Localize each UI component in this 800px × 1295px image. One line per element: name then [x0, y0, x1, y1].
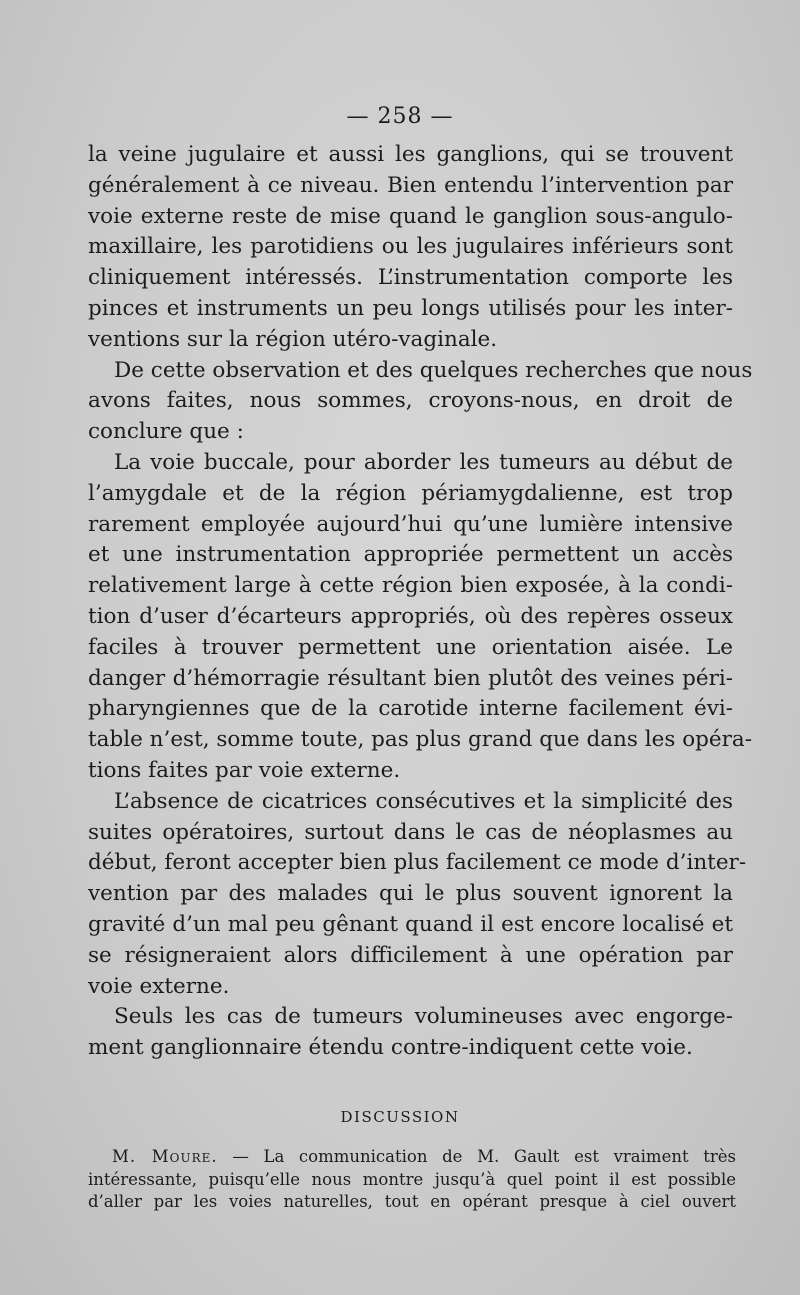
text-line: conclure que : [88, 419, 244, 445]
text-line: avons faites, nous sommes, croyons-nous, en droit de [88, 388, 733, 414]
discussion-text [88, 1146, 736, 1214]
text-line: la veine jugulaire et aussi les ganglions, qui se trouvent [88, 142, 733, 167]
text-line: maxillaire, les parotidiens ou les jugulaires inférieurs sont [88, 234, 733, 260]
text-line: l’amygdale et de la région périamygdalienne, est trop [88, 480, 733, 506]
text-line: pinces et instruments un peu longs utilisés pour les inter- [88, 295, 733, 321]
text-line: tion d’user d’écarteurs appropriés, où des repères osseux [88, 603, 733, 629]
text-line: danger d’hémorragie résultant bien plutôt des veines péri- [88, 665, 733, 691]
text-line: pharyngiennes que de la carotide interne facilement évi- [88, 696, 733, 722]
text-line: relativement large à cette région bien exposée, à la condi- [88, 573, 733, 599]
page-number: — 258 — [346, 104, 454, 129]
text-line: se résigneraient alors difficilement à une opération par [88, 942, 733, 968]
speaker-name: M. Moure. [112, 1147, 218, 1166]
discussion-heading: DISCUSSION [340, 1108, 460, 1126]
discussion-line: d’aller par les voies naturelles, tout en opérant presque à ciel ouvert [88, 1192, 736, 1211]
text-line: voie externe. [88, 973, 230, 999]
text-line: Seuls les cas de tumeurs volumineuses avec engorge- [114, 1004, 733, 1030]
text-line: début, feront accepter bien plus facilement ce mode d’inter- [88, 850, 747, 876]
discussion-line: intéressante, puisqu’elle nous montre jusqu’à quel point il est possible [88, 1169, 736, 1189]
text-line: ventions sur la région utéro-vaginale. [88, 326, 498, 352]
text-line: ment ganglionnaire étendu contre-indiquent cette voie. [88, 1035, 693, 1061]
body-text [88, 140, 753, 1064]
text-line: table n’est, somme toute, pas plus grand que dans les opéra- [88, 727, 753, 753]
text-line: L’absence de cicatrices consécutives et la simplicité des [114, 788, 733, 814]
discussion-first-line: — La communication de M. Gault est vraiment très [217, 1147, 736, 1166]
text-line: généralement à ce niveau. Bien entendu l’intervention par [88, 172, 733, 198]
text-line: suites opératoires, surtout dans le cas de néoplasmes au [88, 819, 733, 845]
text-line: gravité d’un mal peu gênant quand il est encore localisé et [88, 911, 733, 937]
text-line: De cette observation et des quelques recherches que nous [114, 357, 753, 383]
discussion-line [88, 1146, 736, 1169]
text-line: et une instrumentation appropriée permettent un accès [88, 542, 733, 568]
text-line: faciles à trouver permettent une orientation aisée. Le [88, 634, 733, 660]
text-line: voie externe reste de mise quand le ganglion sous-angulo- [88, 203, 733, 229]
text-line: vention par des malades qui le plus souvent ignorent la [88, 881, 733, 907]
text-line: cliniquement intéressés. L’instrumentation comporte les [88, 265, 733, 291]
text-line: La voie buccale, pour aborder les tumeurs au début de [114, 449, 733, 475]
text-line: rarement employée aujourd’hui qu’une lumière intensive [88, 511, 733, 537]
text-line: tions faites par voie externe. [88, 757, 401, 783]
